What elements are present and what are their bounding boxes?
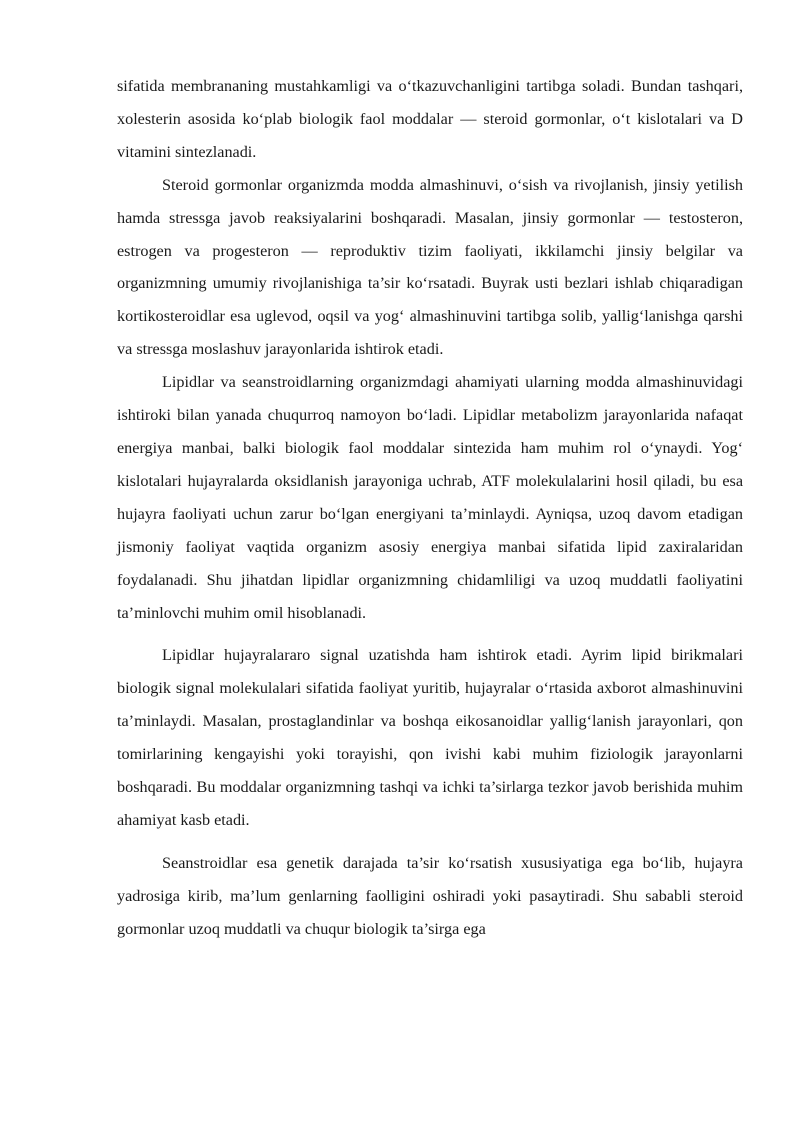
paragraph-membrane: sifatida membrananing mustahkamligi va o‘tkazuvchanligini tartibga soladi. Bundan tashqari, xolesterin asosida ko‘plab biologik faol moddalar — steroid gormonlar, o‘t kislotalari va D vitamini sintezlanadi. (117, 77, 743, 161)
paragraph-lipid-metabolism: Lipidlar va seanstroidlarning organizmdagi ahamiyati ularning modda almashinuvidagi ishtiroki bilan yanada chuqurroq namoyon bo‘ladi. Lipidlar metabolizm jarayonlarida nafaqat energiya manbai, balki biologik faol moddalar sintezida ham muhim rol o‘ynaydi. Yog‘ kislotalari hujayralarda oksidlanish jarayoniga uchrab, ATF molekulalarini hosil qiladi, bu esa hujayra faoliyati uchun zarur bo‘lgan energiyani ta’minlaydi. Ayniqsa, uzoq davom etadigan jismoniy faoliyat vaqtida organizm asosiy energiya manbai sifatida lipid zaxiralaridan foydalanadi. Shu jihatdan lipidlar organizmning chidamliligi va uzoq muddatli faoliyatini ta’minlovchi muhim omil hisoblanadi. (117, 373, 743, 622)
paragraph-genetic-effect: Seanstroidlar esa genetik darajada ta’sir ko‘rsatish xususiyatiga ega bo‘lib, hujayra yadrosiga kirib, ma’lum genlarning faolligini oshiradi yoki pasaytiradi. Shu sababli steroid gormonlar uzoq muddatli va chuqur biologik ta’sirga ega (117, 853, 743, 938)
document-page (117, 70, 743, 946)
paragraph-lipid-signaling: Lipidlar hujayralararo signal uzatishda ham ishtirok etadi. Ayrim lipid birikmalari biologik signal molekulalari sifatida faoliyat yuritib, hujayralar o‘rtasida axborot almashinuvini ta’minlaydi. Masalan, prostaglandinlar va boshqa eikosanoidlar yallig‘lanish jarayonlari, qon tomirlarining kengayishi yoki torayishi, qon ivishi kabi muhim fiziologik jarayonlarni boshqaradi. Bu moddalar organizmning tashqi va ichki ta’sirlarga tezkor javob berishida muhim ahamiyat kasb etadi. (117, 646, 743, 829)
paragraph-steroid-hormones: Steroid gormonlar organizmda modda almashinuvi, o‘sish va rivojlanish, jinsiy yetilish hamda stressga javob reaksiyalarini boshqaradi. Masalan, jinsiy gormonlar — testosteron, estrogen va progesteron — reproduktiv tizim faoliyati, ikkilamchi jinsiy belgilar va organizmning umumiy rivojlanishiga ta’sir ko‘rsatadi. Buyrak usti bezlari ishlab chiqaradigan kortikosteroidlar esa uglevod, oqsil va yog‘ almashinuvini tartibga solib, yallig‘lanishga qarshi va stressga moslashuv jarayonlarida ishtirok etadi. (117, 175, 743, 359)
